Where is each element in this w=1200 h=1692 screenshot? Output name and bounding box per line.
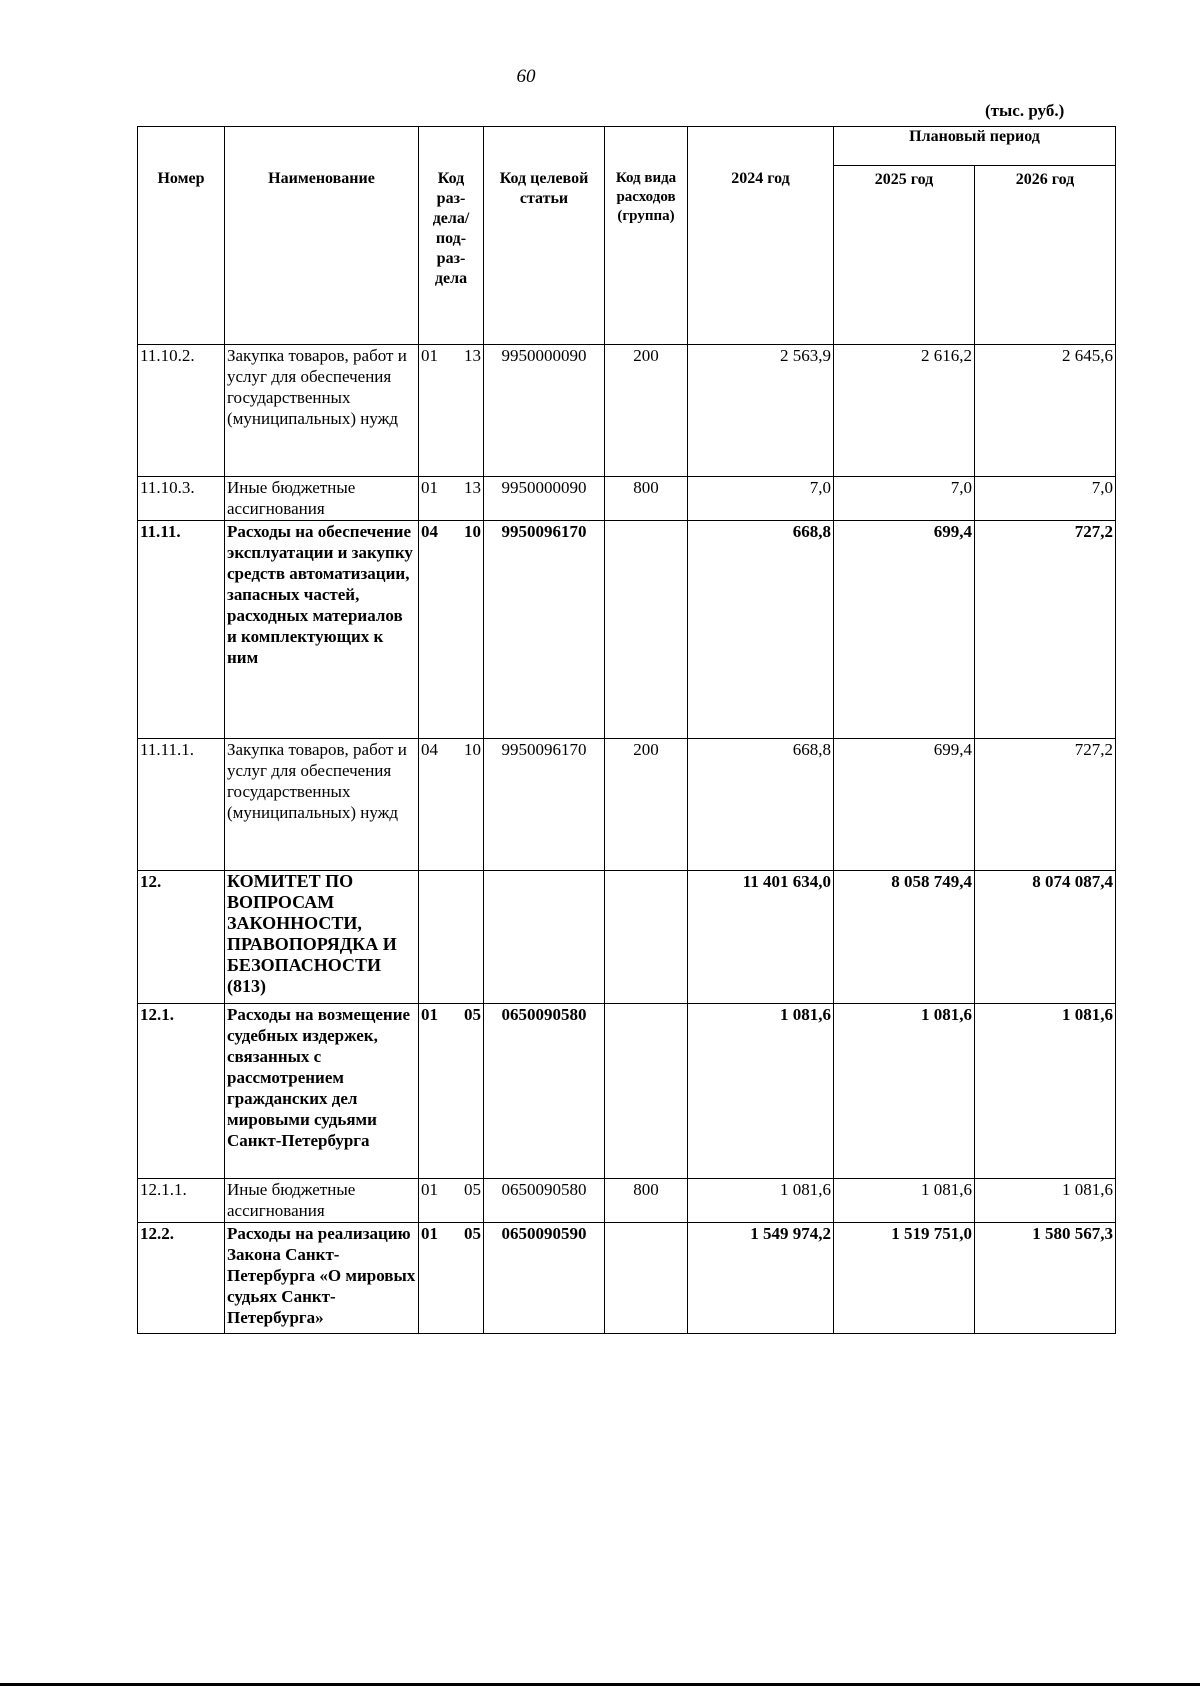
subsection-code: 05 — [464, 1180, 481, 1199]
section-code: 01 — [421, 346, 438, 365]
row-section — [419, 871, 484, 1004]
section-code: 01 — [421, 478, 438, 497]
header-expense-type: Код вида расходов (группа) — [605, 127, 688, 345]
row-group: 200 — [605, 739, 688, 871]
row-group — [605, 1004, 688, 1179]
header-year-2024: 2024 год — [688, 127, 834, 345]
row-2024: 1 081,6 — [688, 1004, 834, 1179]
row-section — [419, 1223, 484, 1334]
row-number: 11.10.2. — [138, 345, 225, 477]
page-number: 60 — [516, 66, 536, 87]
table-row — [138, 871, 1116, 1004]
row-2025: 1 081,6 — [834, 1179, 975, 1223]
row-group — [605, 1223, 688, 1334]
row-group: 800 — [605, 477, 688, 521]
row-2024: 1 081,6 — [688, 1179, 834, 1223]
header-number: Номер — [138, 127, 225, 345]
row-number: 11.10.3. — [138, 477, 225, 521]
row-2024: 2 563,9 — [688, 345, 834, 477]
row-section — [419, 1004, 484, 1179]
subsection-code: 05 — [464, 1224, 481, 1243]
row-section — [419, 345, 484, 477]
row-2026: 727,2 — [975, 521, 1116, 739]
row-2024: 668,8 — [688, 521, 834, 739]
header-planned-period: Плановый период — [834, 127, 1116, 166]
budget-table — [137, 126, 1116, 1334]
header-target: Код целевой статьи — [484, 127, 605, 345]
row-2026: 1 081,6 — [975, 1004, 1116, 1179]
subsection-code: 05 — [464, 1005, 481, 1024]
table-row — [138, 1179, 1116, 1223]
table-row — [138, 1223, 1116, 1334]
row-name: Расходы на обеспечение эксплуатации и закупку средств автоматизации, запасных частей, расходных материалов и комплектующих к ним — [225, 521, 419, 739]
row-number: 12.1. — [138, 1004, 225, 1179]
row-name: Расходы на реализацию Закона Санкт-Петербурга «О мировых судьях Санкт-Петербурга» — [225, 1223, 419, 1334]
table-row — [138, 739, 1116, 871]
header-year-2026: 2026 год — [975, 166, 1116, 345]
row-2026: 1 081,6 — [975, 1179, 1116, 1223]
row-group — [605, 871, 688, 1004]
row-group: 800 — [605, 1179, 688, 1223]
row-2024: 668,8 — [688, 739, 834, 871]
row-section — [419, 521, 484, 739]
row-2026: 727,2 — [975, 739, 1116, 871]
row-name: КОМИТЕТ ПО ВОПРОСАМ ЗАКОННОСТИ, ПРАВОПОРЯДКА И БЕЗОПАСНОСТИ (813) — [225, 871, 419, 1004]
row-section — [419, 477, 484, 521]
table-row — [138, 521, 1116, 739]
subsection-code: 10 — [464, 522, 481, 541]
row-2024: 11 401 634,0 — [688, 871, 834, 1004]
header-section: Код раз-дела/ под-раз-дела — [419, 127, 484, 345]
row-group — [605, 521, 688, 739]
table-row — [138, 477, 1116, 521]
section-code: 04 — [421, 522, 438, 541]
row-2025: 2 616,2 — [834, 345, 975, 477]
row-number: 12. — [138, 871, 225, 1004]
row-section — [419, 1179, 484, 1223]
row-target — [484, 871, 605, 1004]
section-code: 01 — [421, 1224, 438, 1243]
row-2025: 1 519 751,0 — [834, 1223, 975, 1334]
row-name: Закупка товаров, работ и услуг для обеспечения государственных (муниципальных) нужд — [225, 739, 419, 871]
row-2026: 2 645,6 — [975, 345, 1116, 477]
row-name: Закупка товаров, работ и услуг для обеспечения государственных (муниципальных) нужд — [225, 345, 419, 477]
scan-edge-rule — [0, 1683, 1200, 1686]
row-2026: 1 580 567,3 — [975, 1223, 1116, 1334]
row-target: 9950096170 — [484, 521, 605, 739]
row-2024: 1 549 974,2 — [688, 1223, 834, 1334]
row-target: 0650090580 — [484, 1004, 605, 1179]
row-2025: 699,4 — [834, 739, 975, 871]
row-2026: 7,0 — [975, 477, 1116, 521]
subsection-code: 13 — [464, 478, 481, 497]
section-code: 01 — [421, 1180, 438, 1199]
row-number: 11.11. — [138, 521, 225, 739]
header-name: Наименование — [225, 127, 419, 345]
subsection-code: 13 — [464, 346, 481, 365]
row-section — [419, 739, 484, 871]
row-2026: 8 074 087,4 — [975, 871, 1116, 1004]
row-2025: 8 058 749,4 — [834, 871, 975, 1004]
row-target: 9950000090 — [484, 477, 605, 521]
table-row — [138, 345, 1116, 477]
row-2024: 7,0 — [688, 477, 834, 521]
section-code: 01 — [421, 1005, 438, 1024]
row-2025: 1 081,6 — [834, 1004, 975, 1179]
table-row — [138, 1004, 1116, 1179]
row-target: 9950000090 — [484, 345, 605, 477]
row-target: 9950096170 — [484, 739, 605, 871]
subsection-code: 10 — [464, 740, 481, 759]
header-year-2025: 2025 год — [834, 166, 975, 345]
row-name: Иные бюджетные ассигнования — [225, 1179, 419, 1223]
section-code: 04 — [421, 740, 438, 759]
row-2025: 699,4 — [834, 521, 975, 739]
units-label: (тыс. руб.) — [985, 101, 1065, 120]
row-name: Расходы на возмещение судебных издержек, связанных с рассмотрением гражданских дел мировыми судьями Санкт-Петербурга — [225, 1004, 419, 1179]
row-number: 12.2. — [138, 1223, 225, 1334]
row-target: 0650090590 — [484, 1223, 605, 1334]
row-number: 12.1.1. — [138, 1179, 225, 1223]
row-number: 11.11.1. — [138, 739, 225, 871]
row-2025: 7,0 — [834, 477, 975, 521]
row-name: Иные бюджетные ассигнования — [225, 477, 419, 521]
row-target: 0650090580 — [484, 1179, 605, 1223]
row-group: 200 — [605, 345, 688, 477]
